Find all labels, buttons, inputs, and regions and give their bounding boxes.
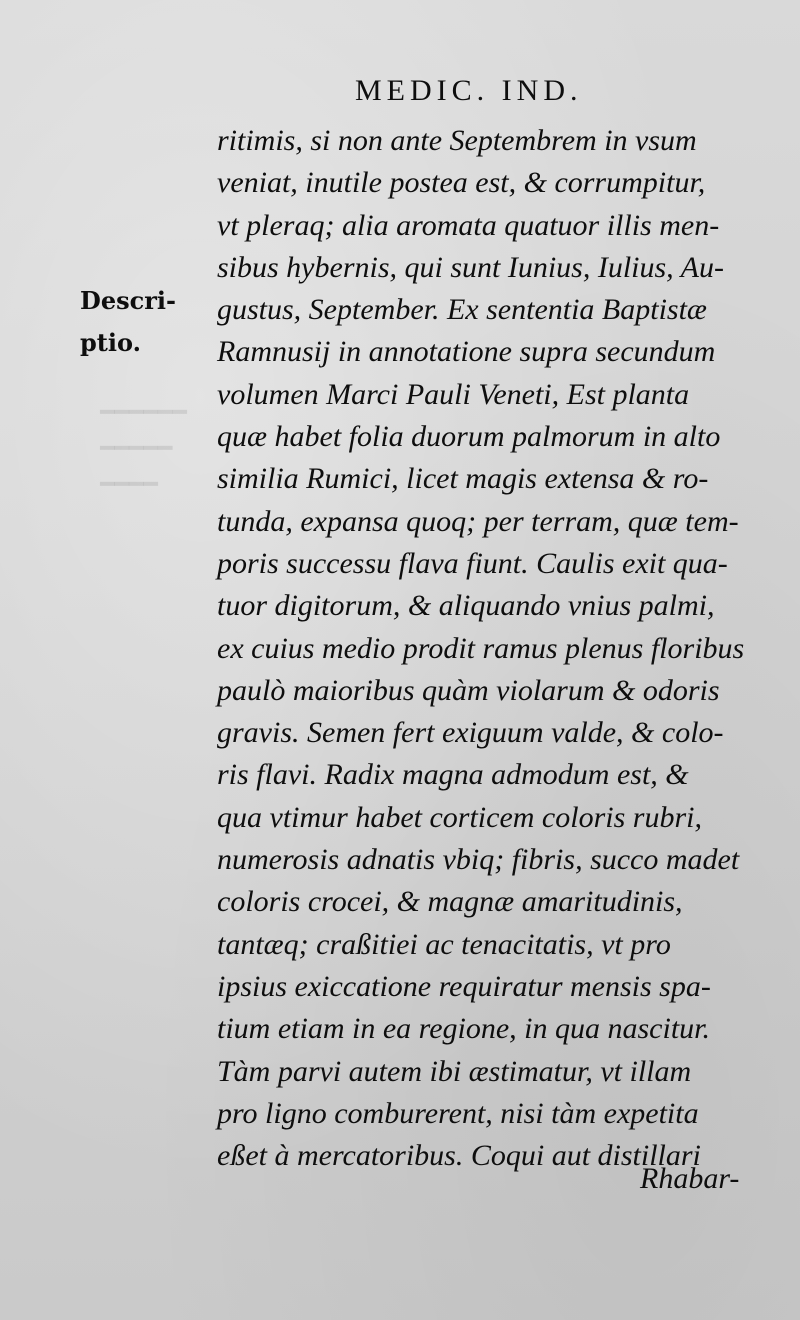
text-line: gustus, September. Ex sententia Baptistæ <box>217 293 707 327</box>
text-line: qua vtimur habet corticem coloris rubri, <box>217 800 702 834</box>
text-line: tunda, expansa quoq; per terram, quæ tem- <box>217 504 739 538</box>
text-line: coloris crocei, & magnæ amaritudinis, <box>217 885 683 919</box>
text-line: pro ligno comburerent, nisi tàm expetita <box>217 1096 699 1130</box>
text-line: paulò maioribus quàm violarum & odoris <box>217 673 720 707</box>
text-line: similia Rumici, licet magis extensa & ro- <box>217 462 709 496</box>
text-line: tantæq; craßitiei ac tenacitatis, vt pro <box>217 927 671 961</box>
text-line: gravis. Semen fert exiguum valde, & colo- <box>217 716 724 750</box>
text-line: volumen Marci Pauli Veneti, Est planta <box>217 377 690 411</box>
margin-note-line-1: Descri- <box>80 286 176 315</box>
text-line: tium etiam in ea regione, in qua nascitur. <box>217 1012 711 1046</box>
text-line: ritimis, si non ante Septembrem in vsum <box>217 124 697 157</box>
text-line: ris flavi. Radix magna admodum est, & <box>217 758 689 792</box>
text-line: poris successu flava fiunt. Caulis exit qua- <box>217 546 728 580</box>
show-through-text: ━━━━━━ ━━━━━ ━━━━ <box>100 400 187 498</box>
text-line: ex cuius medio prodit ramus plenus floribus <box>217 631 745 665</box>
body-text <box>217 120 762 1177</box>
margin-note-line-2: ptio. <box>80 328 141 357</box>
text-line: vt pleraq; alia aromata quatuor illis men- <box>217 208 720 242</box>
catchword: Rhabar- <box>640 1162 740 1195</box>
text-line: tuor digitorum, & aliquando vnius palmi, <box>217 589 715 623</box>
running-header: MEDIC. IND. <box>355 74 583 107</box>
text-line: ipsius exiccatione requiratur mensis spa- <box>217 969 711 1003</box>
margin-note <box>80 280 176 364</box>
text-line: eßet à mercatoribus. Coqui aut distillari <box>217 1139 701 1173</box>
text-line: Ramnusij in annotatione supra secundum <box>217 335 716 369</box>
text-line: quæ habet folia duorum palmorum in alto <box>217 420 721 454</box>
text-line: numerosis adnatis vbiq; fibris, succo madet <box>217 843 740 877</box>
text-line: Tàm parvi autem ibi æstimatur, vt illam <box>217 1054 692 1088</box>
text-line: veniat, inutile postea est, & corrumpitur, <box>217 166 706 200</box>
text-line: sibus hybernis, qui sunt Iunius, Iulius, Au- <box>217 250 724 284</box>
